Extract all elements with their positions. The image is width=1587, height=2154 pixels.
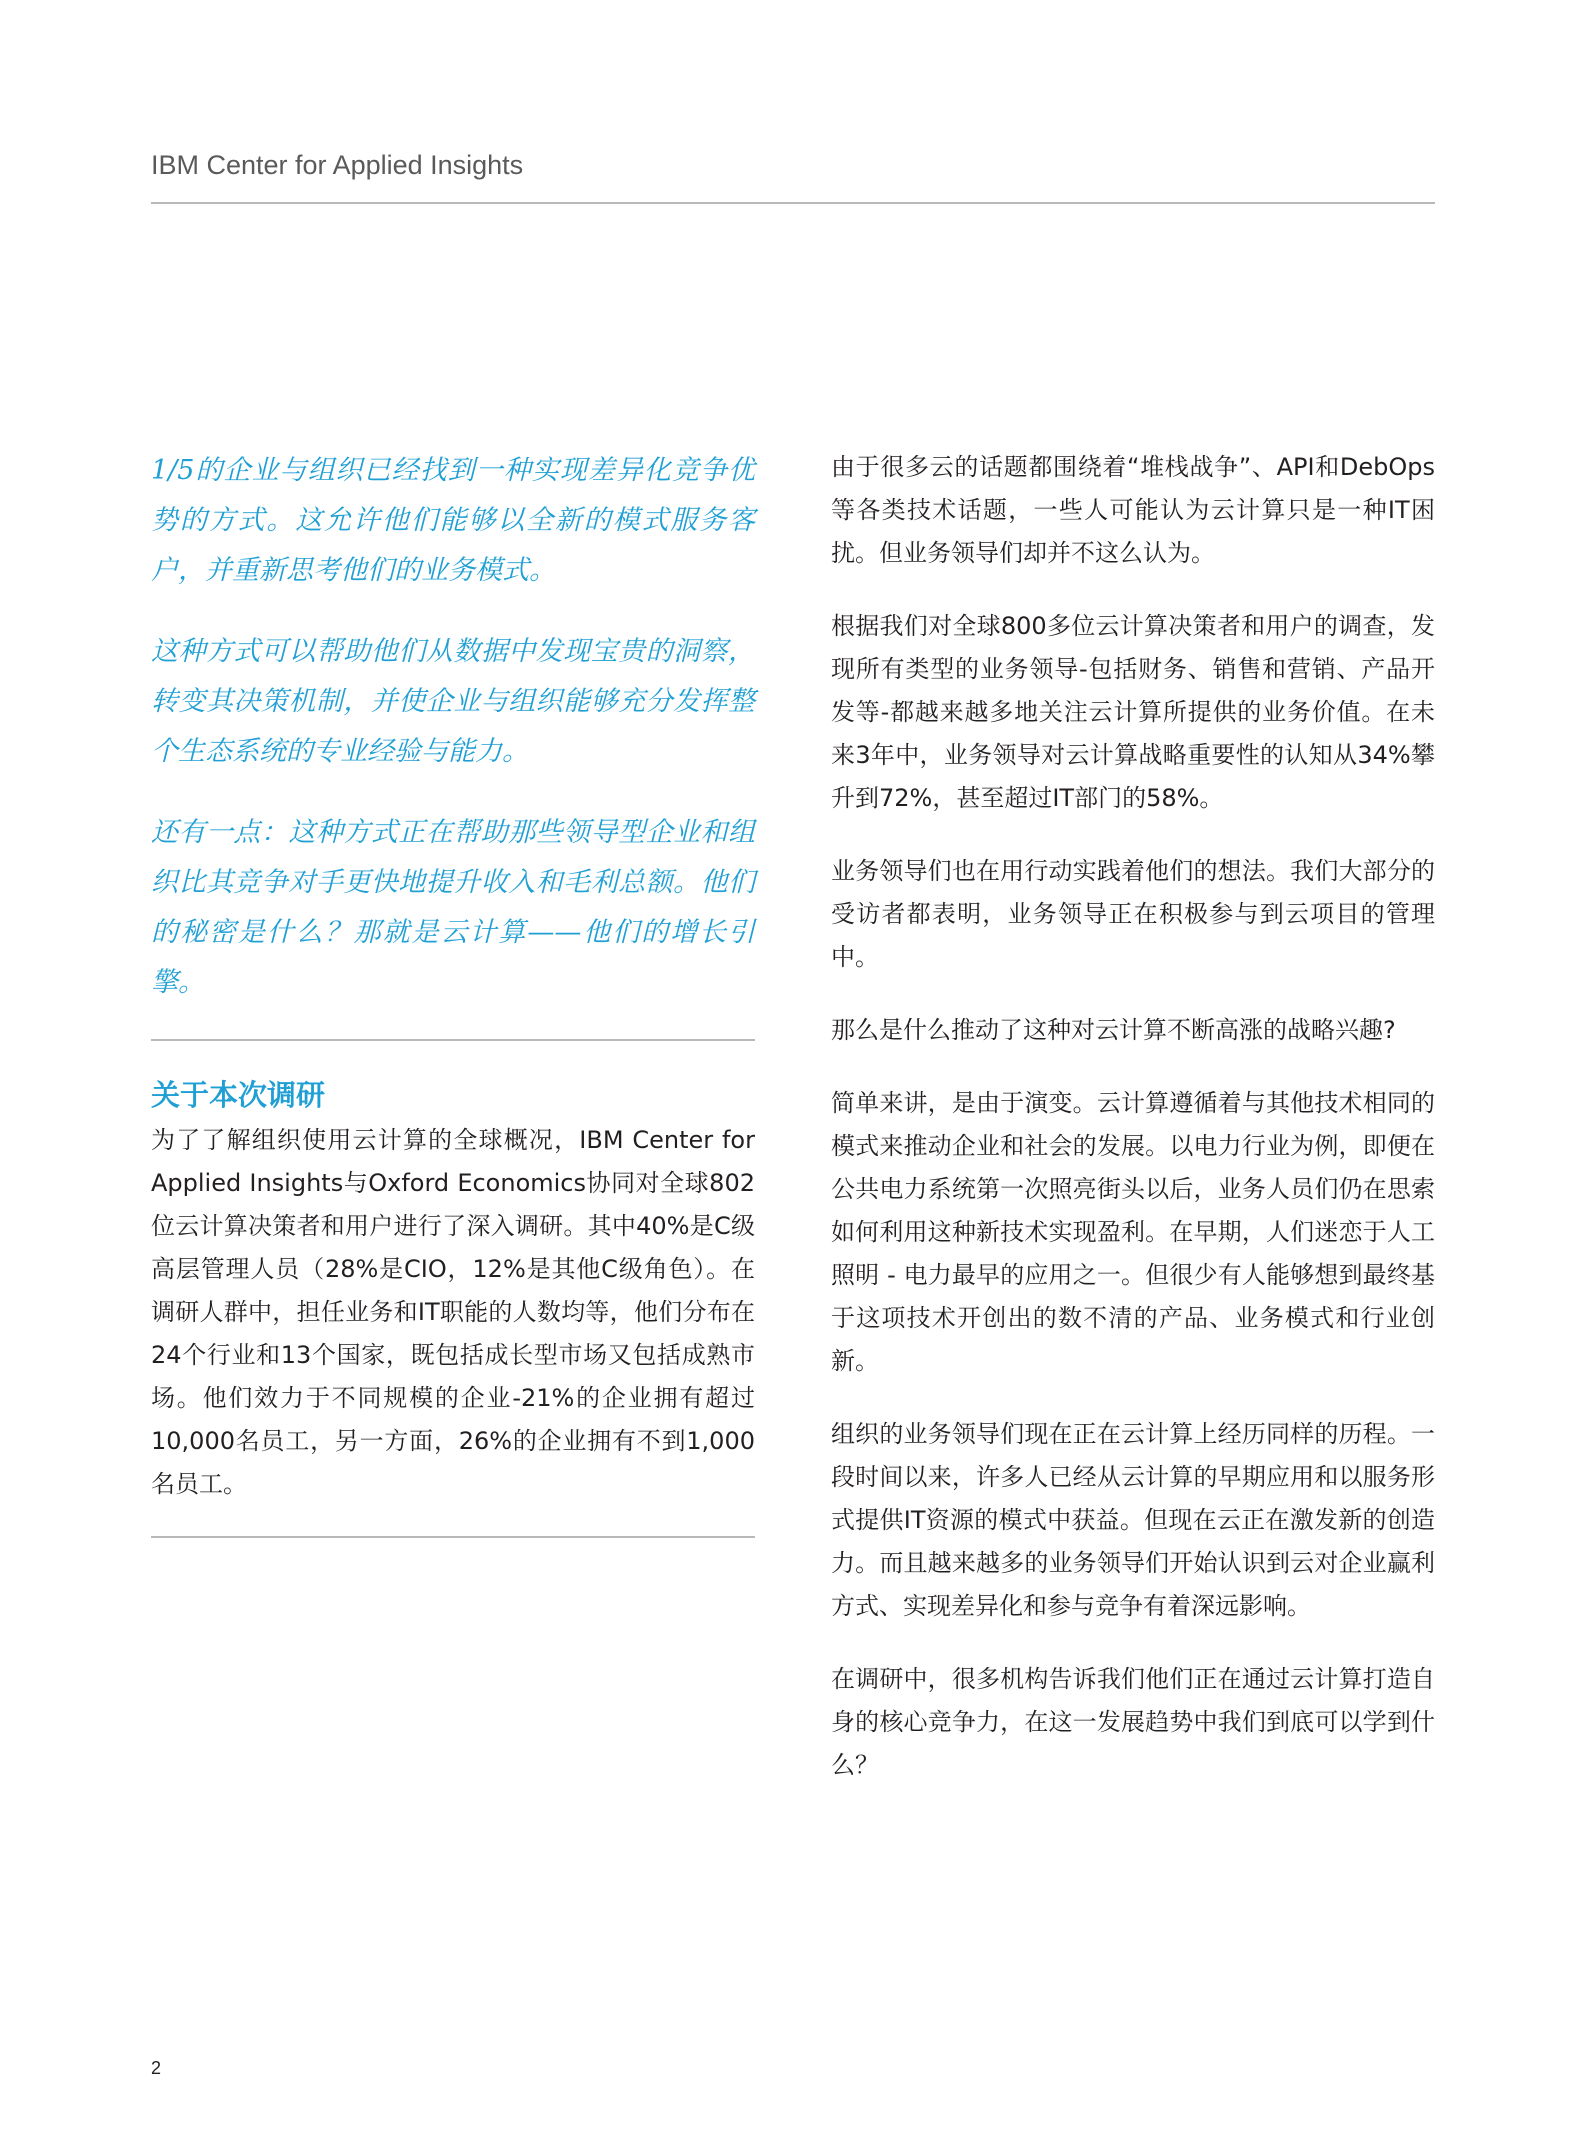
section-divider-top xyxy=(151,1039,755,1041)
section-divider-bottom xyxy=(151,1536,755,1538)
left-column xyxy=(151,446,755,1538)
body-paragraph: 在调研中，很多机构告诉我们他们正在通过云计算打造自身的核心竞争力，在这一发展趋势中我们到底可以学到什么？ xyxy=(831,1665,1435,1779)
body-paragraph: 业务领导们也在用行动实践着他们的想法。我们大部分的受访者都表明，业务领导正在积极参与到云项目的管理中。 xyxy=(831,857,1435,971)
right-column xyxy=(831,446,1435,1817)
section-body: 为了了解组织使用云计算的全球概况，IBM Center for Applied Insights与Oxford Economics协同对全球802位云计算决策者和用户进行了深入调研。其中40%是C级高层管理人员（28%是CIO，12%是其他C级角色）。在调研人群中，担任业务和IT职能的人数均等，他们分布在24个行业和13个国家，既包括成长型市场又包括成熟市场。他们效力于不同规模的企业-21%的企业拥有超过10,000名员工，另一方面，26%的企业拥有不到1,000 名员工。 xyxy=(151,1126,755,1498)
pull-quote: 还有一点：这种方式正在帮助那些领导型企业和组织比其竞争对手更快地提升收入和毛利总额。他们的秘密是什么？那就是云计算——他们的增长引擎。 xyxy=(151,817,755,998)
body-paragraph: 由于很多云的话题都围绕着“堆栈战争”、API和DebOps等各类技术话题，一些人可能认为云计算只是一种IT困扰。但业务领导们却并不这么认为。 xyxy=(831,453,1435,567)
body-paragraph: 组织的业务领导们现在正在云计算上经历同样的历程。一段时间以来，许多人已经从云计算的早期应用和以服务形式提供IT资源的模式中获益。但现在云正在激发新的创造力。而且越来越多的业务领导们开始认识到云对企业赢利方式、实现差异化和参与竞争有着深远影响。 xyxy=(831,1420,1435,1620)
body-paragraph: 简单来讲，是由于演变。云计算遵循着与其他技术相同的模式来推动企业和社会的发展。以电力行业为例，即便在公共电力系统第一次照亮街头以后，业务人员们仍在思索如何利用这种新技术实现盈利。在早期，人们迷恋于人工照明 - 电力最早的应用之一。但很少有人能够想到最终基于这项技术开创出的数不清的产品、业务模式和行业创新。 xyxy=(831,1089,1435,1375)
body-paragraph: 那么是什么推动了这种对云计算不断高涨的战略兴趣? xyxy=(831,1016,1396,1044)
body-paragraph: 根据我们对全球800多位云计算决策者和用户的调查，发现所有类型的业务领导-包括财务、销售和营销、产品开发等-都越来越多地关注云计算所提供的业务价值。在未来3年中，业务领导对云计算战略重要性的认知从34%攀升到72%，甚至超过IT部门的58%。 xyxy=(831,612,1435,812)
page-number: 2 xyxy=(151,2058,162,2078)
pull-quote: 1/5的企业与组织已经找到一种实现差异化竞争优势的方式。这允许他们能够以全新的模式服务客户，并重新思考他们的业务模式。 xyxy=(151,455,755,586)
header-divider xyxy=(151,202,1435,204)
pull-quote: 这种方式可以帮助他们从数据中发现宝贵的洞察，转变其决策机制，并使企业与组织能够充分发挥整个生态系统的专业经验与能力。 xyxy=(151,636,755,767)
publication-header: IBM Center for Applied Insights xyxy=(151,150,524,180)
section-title: 关于本次调研 xyxy=(151,1078,326,1112)
